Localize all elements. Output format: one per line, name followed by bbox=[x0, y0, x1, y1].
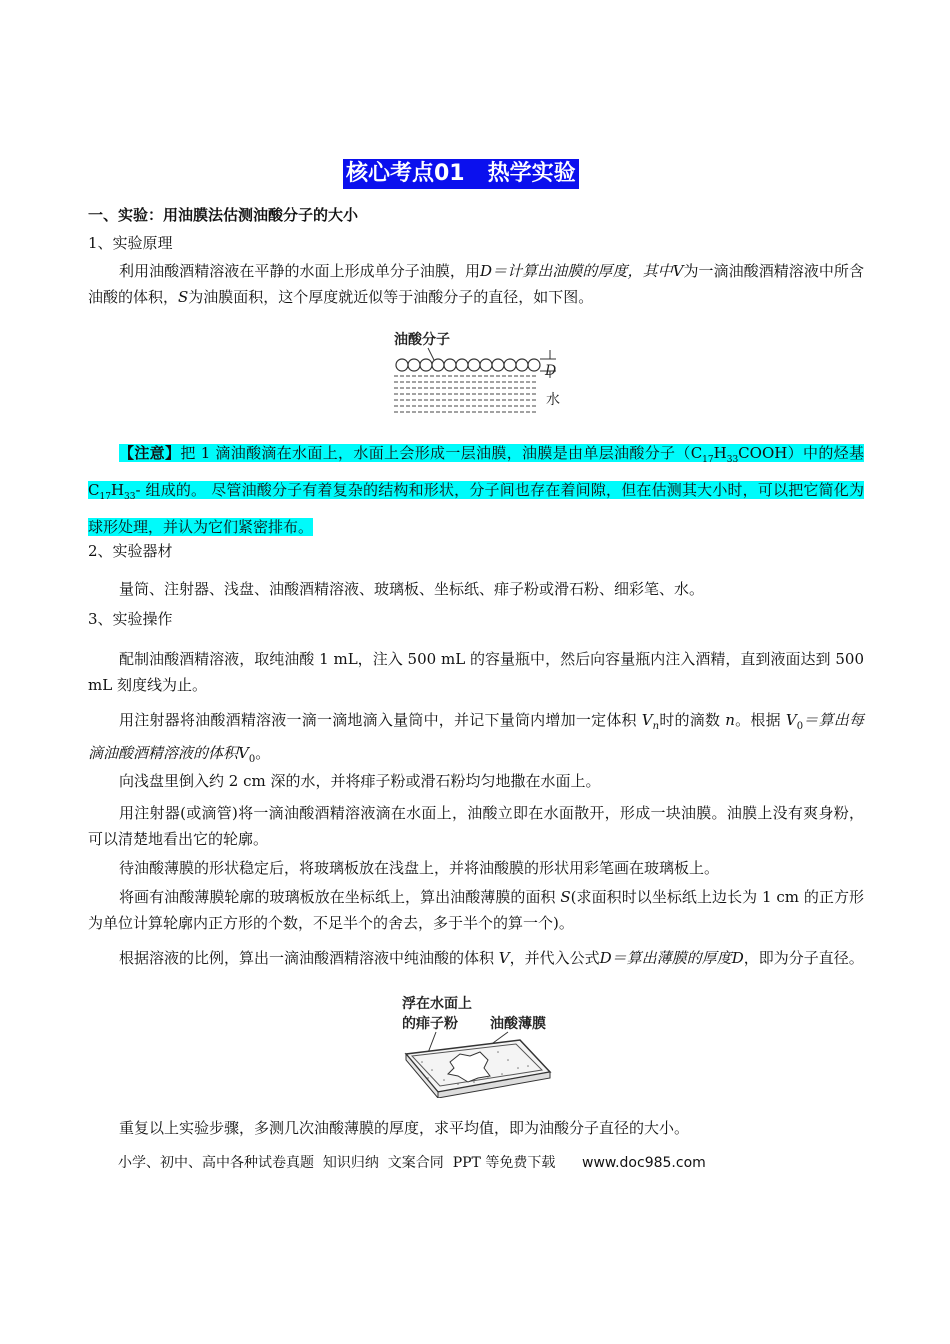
tray-figure bbox=[398, 992, 558, 1098]
page-title: 核心考点01 热学实验 bbox=[343, 159, 579, 189]
subsection-operations: 3、实验操作 bbox=[88, 610, 173, 628]
operation-step-2: 用注射器将油酸酒精溶液一滴一滴地滴入量筒中，并记下量筒内增加一定体积 $V_n$时的滴数 n。根据 $V_0=$算出每滴油酸酒精溶液的体积$V_0$。 bbox=[88, 711, 864, 765]
operation-step-7: 根据溶液的比例，算出一滴油酸酒精溶液中纯油酸的体积 V，并代入公式D＝算出薄膜的厚度D，即为分子直径。 bbox=[119, 949, 864, 967]
footer-url[interactable]: www.doc985.com bbox=[582, 1155, 706, 1171]
operation-step-6: 将画有油酸薄膜轮廓的玻璃板放在坐标纸上，算出油酸薄膜的面积 S(求面积时以坐标纸上边长为 1 cm 的正方形为单位计算轮廓内正方形的个数，不足半个的舍去，多于半个的算一个)。 bbox=[88, 888, 864, 932]
subsection-materials: 2、实验器材 bbox=[88, 542, 173, 560]
molecule-row bbox=[396, 359, 540, 371]
principle-paragraph: 利用油酸酒精溶液在平静的水面上形成单分子油膜，用D＝计算出油膜的厚度，其中V为一滴油酸酒精溶液中所含油酸的体积，S为油膜面积，这个厚度就近似等于油酸分子的直径，如下图。 bbox=[88, 262, 864, 306]
figure1-d-label: D bbox=[545, 363, 557, 379]
operation-step-1: 配制油酸酒精溶液，取纯油酸 1 mL，注入 500 mL 的容量瓶中，然后向容量瓶内注入酒精，直到液面达到 500 mL 刻度线为止。 bbox=[88, 650, 864, 694]
figure2-powder-label-line1: 浮在水面上 bbox=[402, 996, 472, 1012]
footer bbox=[118, 1152, 706, 1172]
note-paragraph: 【注意】把 1 滴油酸滴在水面上，水面上会形成一层油膜，油膜是由单层油酸分子$(C_{17}H_{33}COOH)$中的烃基 $C_{17}H_{33}-$ 组成的。 尽管油酸分子有着复杂的结构和形状，分子间也存在着间隙，但在估测其大小时，可以把它简化为球形处理，并认为它们紧密排布。 bbox=[88, 444, 864, 536]
oil-film-figure bbox=[388, 328, 570, 418]
materials-text: 量筒、注射器、浅盘、油酸酒精溶液、玻璃板、坐标纸、痱子粉或滑石粉、细彩笔、水。 bbox=[119, 580, 705, 598]
subsection-principle: 1、实验原理 bbox=[88, 234, 173, 252]
footer-text: 小学、初中、高中各种试卷真题 知识归纳 文案合同 PPT 等免费下载 bbox=[118, 1155, 556, 1171]
figure2-film-label: 油酸薄膜 bbox=[490, 1016, 546, 1032]
operation-step-8: 重复以上实验步骤，多测几次油酸薄膜的厚度，求平均值，即为油酸分子直径的大小。 bbox=[119, 1119, 690, 1137]
figure1-water-label: 水 bbox=[546, 392, 560, 408]
operation-step-4: 用注射器(或滴管)将一滴油酸酒精溶液滴在水面上，油酸立即在水面散开，形成一块油膜。油膜上没有爽身粉，可以清楚地看出它的轮廓。 bbox=[88, 804, 864, 848]
section-heading: 一、实验：用油膜法估测油酸分子的大小 bbox=[88, 206, 359, 224]
figure1-molecule-label: 油酸分子 bbox=[394, 332, 450, 348]
water-lines bbox=[394, 376, 538, 412]
operation-step-5: 待油酸薄膜的形状稳定后，将玻璃板放在浅盘上，并将油酸膜的形状用彩笔画在玻璃板上。 bbox=[119, 859, 720, 877]
figure2-powder-label-line2: 的痱子粉 bbox=[402, 1016, 458, 1032]
operation-step-3: 向浅盘里倒入约 2 cm 深的水，并将痱子粉或滑石粉均匀地撒在水面上。 bbox=[119, 772, 601, 790]
